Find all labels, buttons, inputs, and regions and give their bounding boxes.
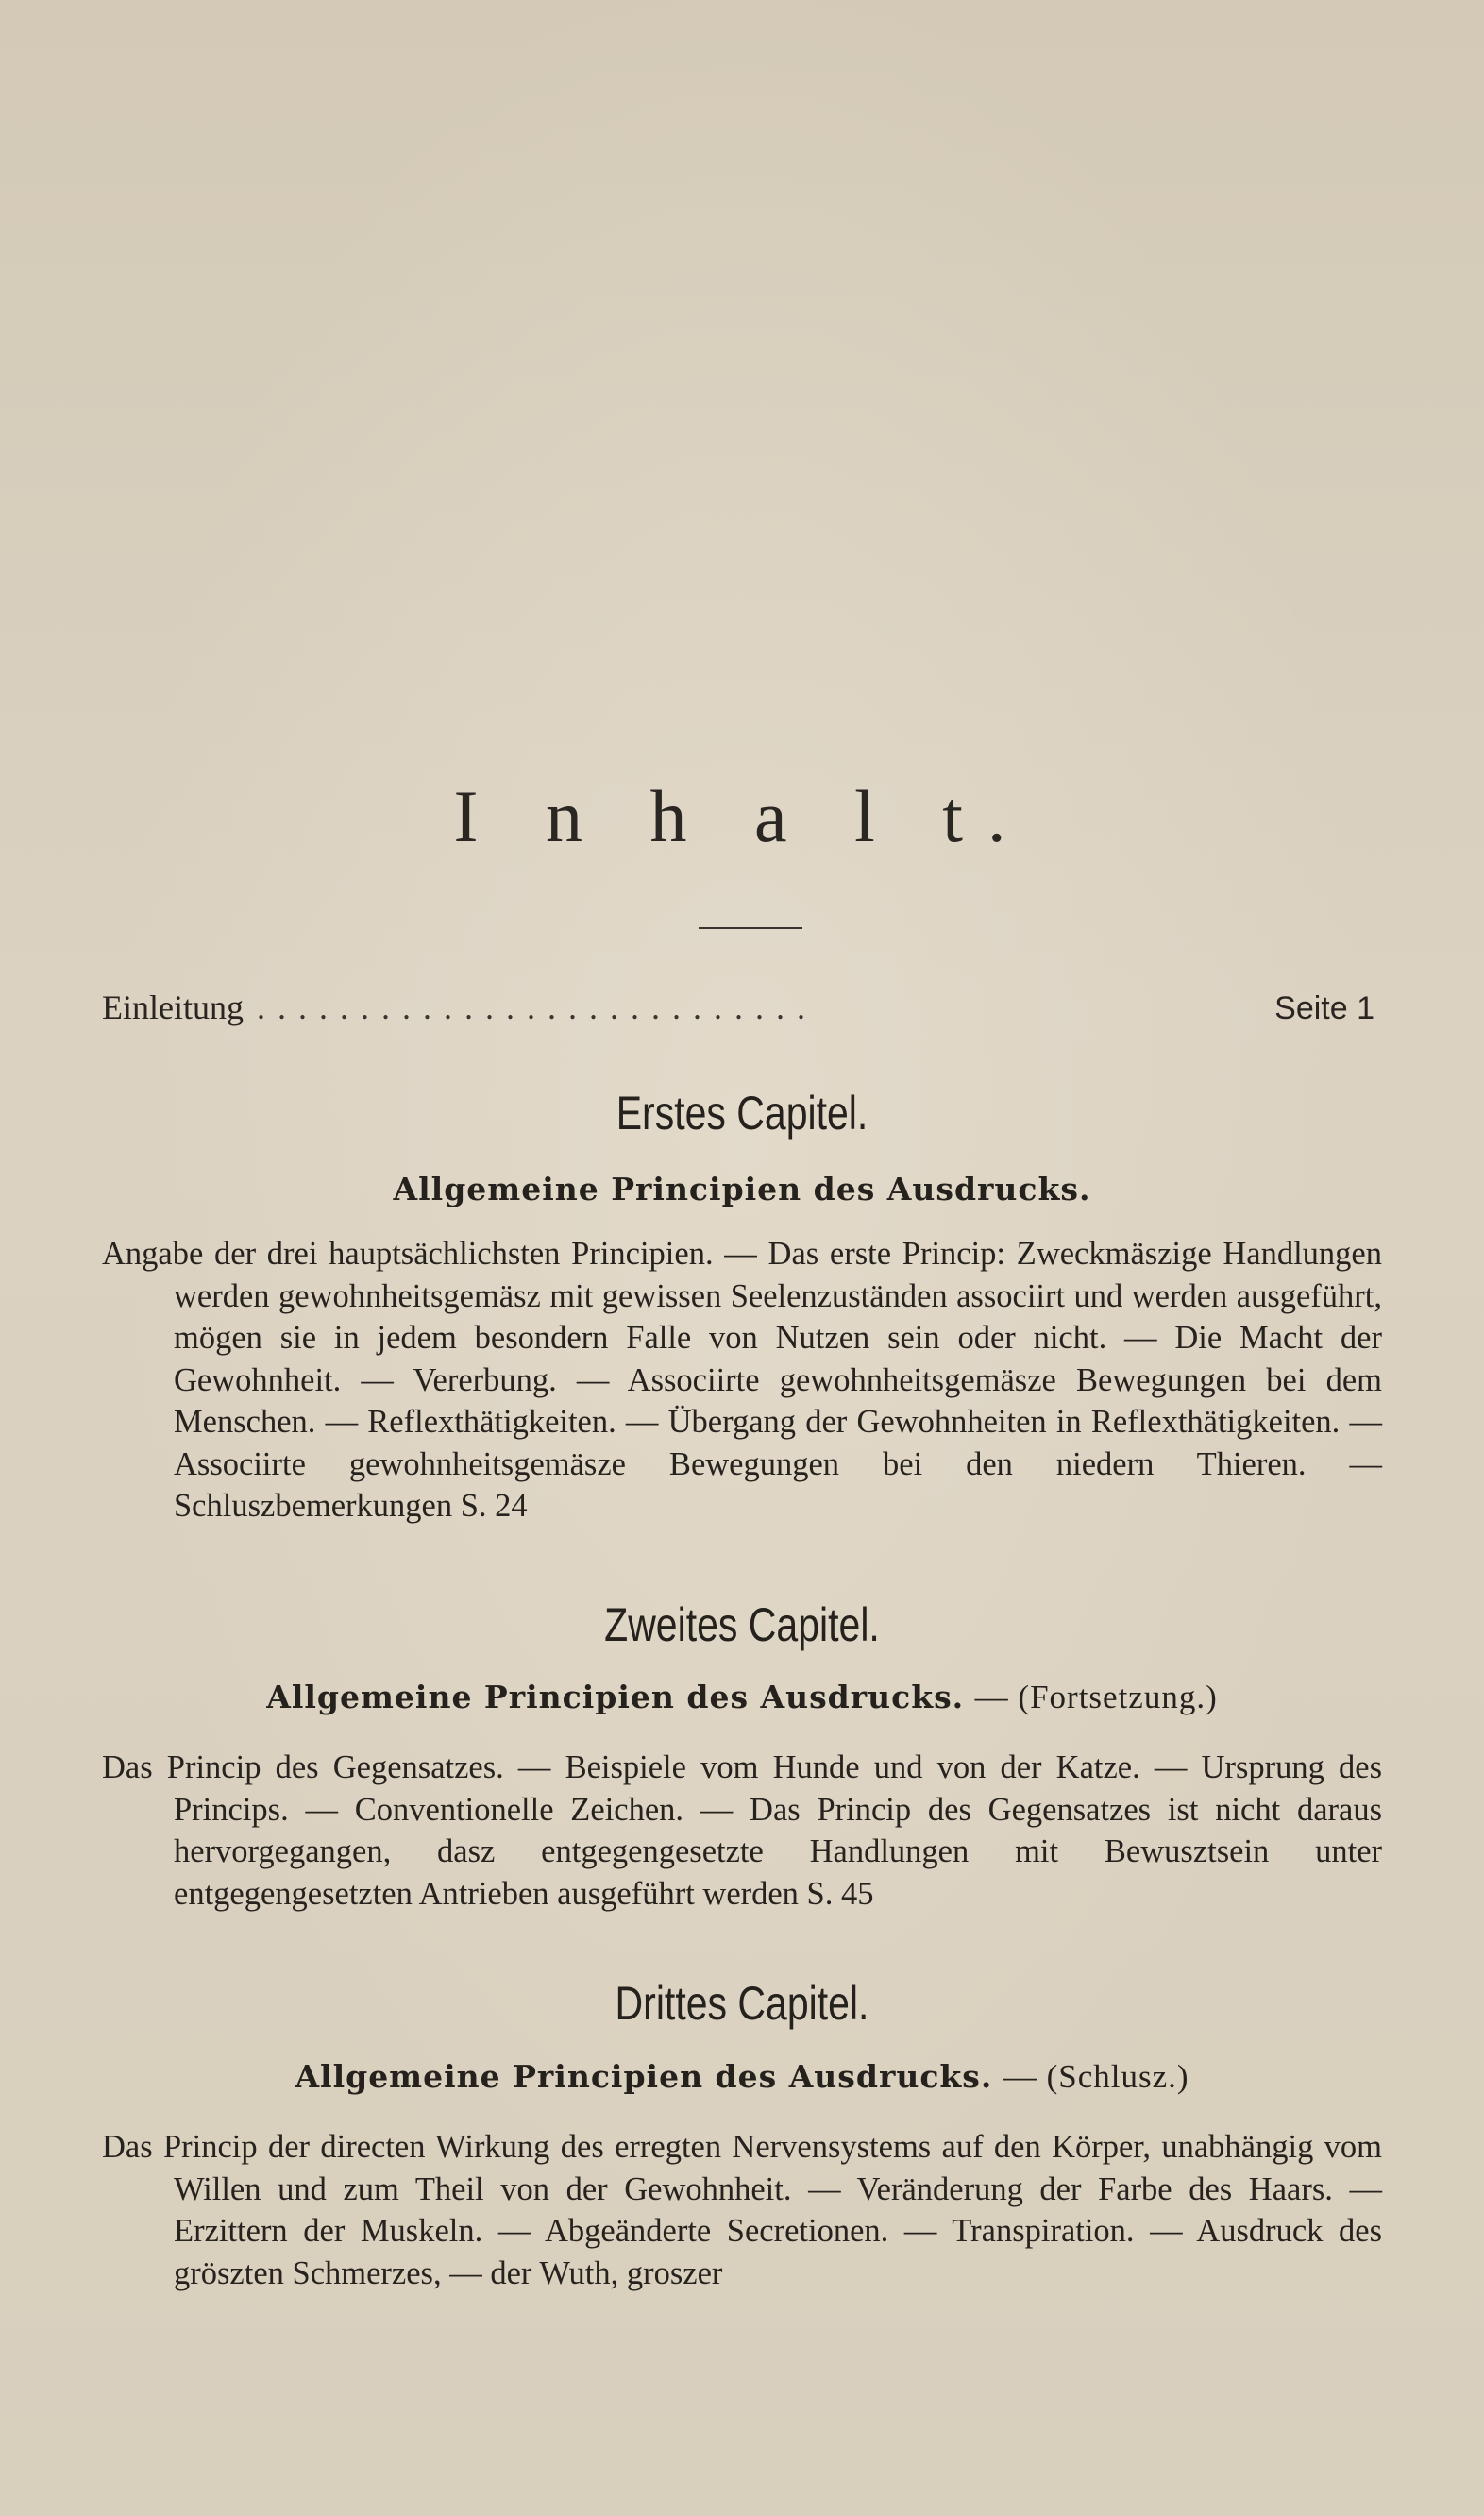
heading-rule [699,927,802,929]
toc-dot-leader: ........................... [256,988,818,1026]
toc-page-reference: Seite 1 [1274,990,1374,1026]
toc-entry-label: Einleitung [102,988,244,1026]
chapter-1-summary: Angabe der drei hauptsächlichsten Principien. — Das erste Princip: Zweckmäszige Handlungen werden gewohnheitsgemäsz mit gewissen Seelenzuständen associirt und werden ausgeführt, mögen sie in jedem besondern Falle von Nutzen sein oder nicht. — Die Macht der Gewohnheit. — Vererbung. — Associirte gewohnheitsgemäsze Bewegungen bei dem Menschen. — Reflexthätigkeiten. — Übergang der Gewohnheiten in Reflexthätigkeiten. — Associirte gewohnheitsgemäsze Bewegungen bei den niedern Thieren. — Schluszbemerkungen S. 24 [102,1236,1382,1524]
page-heading: I n h a l t. [453,775,1031,857]
chapter-1-subtitle [0,1171,1484,1207]
chapter-3-title: Drittes Capitel. [615,1977,869,2030]
chapter-3-summary: Das Princip der directen Wirkung des erregten Nervensystems auf den Körper, unabhängig vom Willen und zum Theil von der Gewohnheit. — Veränderung der Farbe des Haars. — Erzittern der Muskeln. — Abgeänderte Secretionen. — Transpiration. — Ausdruck des gröszten Schmerzes, — der Wuth, groszer [102,2129,1382,2291]
chapter-1-subtitle-text: Allgemeine Principien des Ausdrucks. [393,1171,1091,1207]
chapter-2-summary: Das Princip des Gegensatzes. — Beispiele vom Hunde und von der Katze. — Ursprung des Princips. — Conventionelle Zeichen. — Das Princip des Gegensatzes ist nicht daraus hervorgegangen, dasz entgegengesetzte Handlungen mit Bewusztsein unter entgegengesetzten Antrieben ausgeführt werden S. 45 [102,1749,1382,1912]
chapter-1-title: Erstes Capitel. [616,1087,868,1140]
chapter-2-subtitle-note: — (Fortsetzung.) [974,1679,1218,1715]
chapter-2-subtitle-text: Allgemeine Principien des Ausdrucks. [266,1679,965,1715]
chapter-3-subtitle-note: — (Schlusz.) [1003,2058,1189,2095]
chapter-3-subtitle [0,2058,1484,2096]
chapter-3-subtitle-text: Allgemeine Principien des Ausdrucks. [295,2058,993,2095]
chapter-2-subtitle [0,1679,1484,1716]
toc-entry-einleitung [102,988,1374,1027]
chapter-2-title: Zweites Capitel. [604,1598,880,1651]
